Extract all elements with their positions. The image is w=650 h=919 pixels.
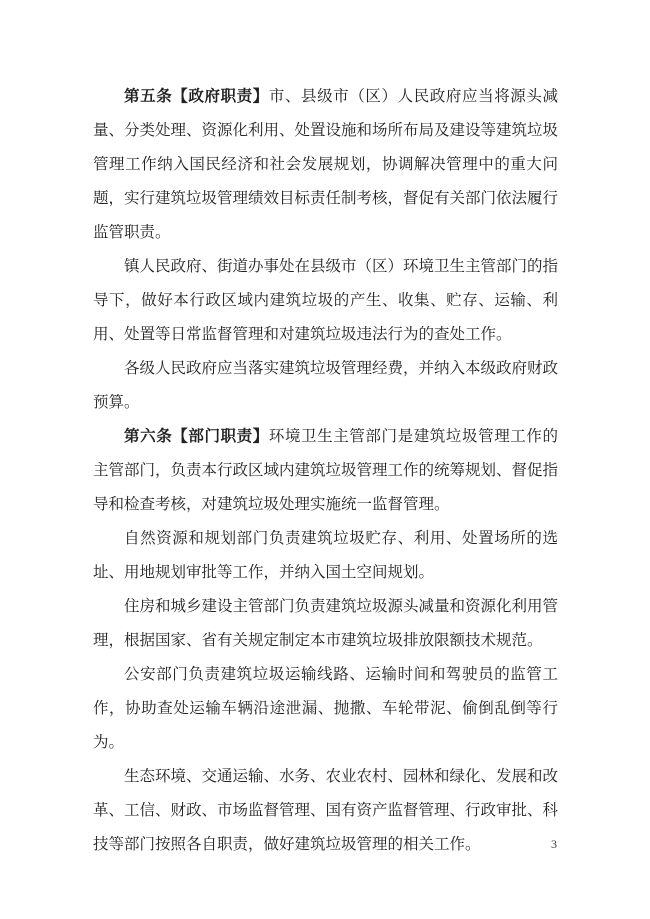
paragraph-text: 生态环境、交通运输、水务、农业农村、园林和绿化、发展和改革、工信、财政、市场监督管理、国有资产监督管理、行政审批、科技等部门按照各自职责，做好建筑垃圾管理的相关工作。 [93,768,559,853]
document-paragraph [93,352,558,420]
paragraph-text: 公安部门负责建筑垃圾运输线路、运输时间和驾驶员的监管工作，协助查处运输车辆沿途泄漏、抛撒、车轮带泥、偷倒乱倒等行为。 [93,666,558,751]
document-paragraph [93,658,558,760]
article-6-heading: 第六条【部门职责】 [124,428,269,445]
paragraph-text: 环境卫生主管部门是建筑垃圾管理工作的主管部门，负责本行政区域内建筑垃圾管理工作的统筹规划、督促指导和检查考核，对建筑垃圾处理实施统一监督管理。 [93,428,559,513]
document-paragraph [93,522,558,590]
document-body [93,80,558,862]
article-5-heading: 第五条【政府职责】 [124,88,269,105]
paragraph-text: 自然资源和规划部门负责建筑垃圾贮存、利用、处置场所的选址、用地规划审批等工作，并纳入国土空间规划。 [93,530,558,581]
document-paragraph-article-5 [93,80,558,250]
document-paragraph-article-6 [93,420,558,522]
paragraph-text: 住房和城乡建设主管部门负责建筑垃圾源头减量和资源化利用管理，根据国家、省有关规定制定本市建筑垃圾排放限额技术规范。 [93,598,559,649]
paragraph-text: 各级人民政府应当落实建筑垃圾管理经费，并纳入本级政府财政预算。 [93,360,559,411]
page-number: 3 [551,837,557,851]
document-paragraph [93,590,558,658]
document-paragraph [93,760,558,862]
paragraph-text: 镇人民政府、街道办事处在县级市（区）环境卫生主管部门的指导下，做好本行政区域内建筑垃圾的产生、收集、贮存、运输、利用、处置等日常监督管理和对建筑垃圾违法行为的查处工作。 [93,258,559,343]
paragraph-text: 市、县级市（区）人民政府应当将源头减量、分类处理、资源化利用、处置设施和场所布局及建设等建筑垃圾管理工作纳入国民经济和社会发展规划，协调解决管理中的重大问题，实行建筑垃圾管理绩效目标责任制考核，督促有关部门依法履行监管职责。 [93,88,559,241]
document-paragraph [93,250,558,352]
